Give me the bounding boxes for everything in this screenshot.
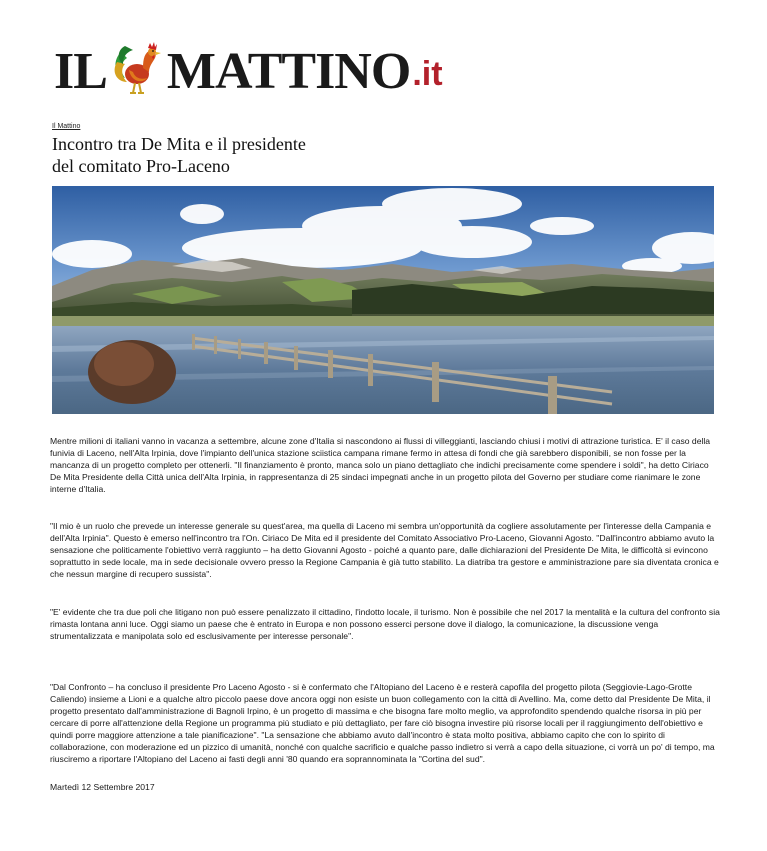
logo-text-il: IL xyxy=(54,43,107,100)
headline-line-1: Incontro tra De Mita e il presidente xyxy=(52,134,306,154)
article-dateline: Martedì 12 Settembre 2017 xyxy=(50,782,155,792)
lake-landscape-photo xyxy=(52,186,714,414)
headline-line-2: del comitato Pro-Laceno xyxy=(52,156,230,176)
logo-text-mattino: MATTINO xyxy=(166,43,411,100)
article-paragraph-4: "Dal Confronto – ha concluso il presidente Pro Laceno Agosto - si è confermato che l'Altopiano del Laceno è e resterà capofila del progetto pilota (Seggiovie-Lago-Grotte Caliendo) insieme a Lioni e a qualche altro piccolo paese dove ancora oggi non esiste un buon collegamento con la città di Avellino. Ma, come detto dal Presidente De Mita, il progetto presentato dall'amministrazione di Bagnoli Irpino, è un progetto di massima e che bisogna fare molto meglio, va approfondito spendendo qualche risorsa in più per cercare di porre all'attenzione della Regione un programma più studiato e più dettagliato, per fare ciò bisogna investire più risorse locali per il raggiungimento dell'obiettivo e quindi porre maggiore attenzione a tale pianificazione". "La sensazione che abbiamo avuto dall'incontro è stata molto positiva, abbiamo capito che con lo spirito di collaborazione, con moderazione ed un pizzico di umanità, nonché con qualche sacrificio e qualche passo indietro si verrà a capo della situazione, ci vorrà un po' di tempo, ma riusciremo a riportare l'Altopiano del Laceno ai fasti degli anni '80 quando era soprannominata la "Cortina del sud". xyxy=(50,682,715,764)
article-headline xyxy=(52,133,472,177)
source-label[interactable]: Il Mattino xyxy=(52,123,81,130)
logo-tld: .it xyxy=(412,55,443,93)
article-paragraph-2: "Il mio è un ruolo che prevede un interesse generale su quest'area, ma quella di Laceno mi sembra un'opportunità da cogliere assolutamente per l'interesse della Campania e dell'Alta Irpinia". Questo è emerso nell'incontro tra l'On. Ciriaco De Mita ed il presidente del Comitato Associativo Pro-Laceno, Giovanni Agosto. "Dall'incontro abbiamo avuto la sensazione che politicamente l'obiettivo verrà raggiunto – ha detto Giovanni Agosto - poiché a quanto pare, dalle dichiarazioni del Presidente De Mita, le difficoltà si evincono soprattutto in sede locale, ma in sede decisionale ovvero presso la Regione Campania è già tutto stabilito. La diatriba tra gestore e amministrazione pare sia diventata cronica e che nessun margine di recupero sussista". xyxy=(50,521,719,579)
site-logo[interactable] xyxy=(54,36,443,98)
article-paragraph-1: Mentre milioni di italiani vanno in vacanza a settembre, alcune zone d'Italia si nascondono ai flussi di villeggianti, lasciando chiusi i motivi di attrazione turistica. E' il caso della funivia di Laceno, nell'Alta Irpinia, dove l'impianto dell'unica stazione sciistica campana rimane fermo in attesa di fondi che già sarebbero disponibili, se non fosse per la mancanza di un progetto completo per ottenerli. "Il finanziamento è pronto, manca solo un piano dettagliato che indichi precisamente come spendere i soldi", ha detto Ciriaco De Mita Presidente della Città unica dell'Alta Irpinia, in rappresentanza di 25 sindaci impegnati anche in un progetto pilota del Governo per studiare come rianimare le zone interne d'Italia. xyxy=(50,436,711,494)
rooster-icon xyxy=(111,38,165,98)
article-paragraph-3: "E' evidente che tra due poli che litigano non può essere penalizzato il cittadino, l'indotto locale, il turismo. Non è possibile che nel 2017 la mentalità e la cultura del confronto sia rimasta lontana anni luce. Oggi siamo un paese che è entrato in Europa e non possono esserci persone dove il dialogo, la comunicazione, la discussione venga strumentalizzata e manipolata solo ed esclusivamente per interesse personale". xyxy=(50,607,720,641)
